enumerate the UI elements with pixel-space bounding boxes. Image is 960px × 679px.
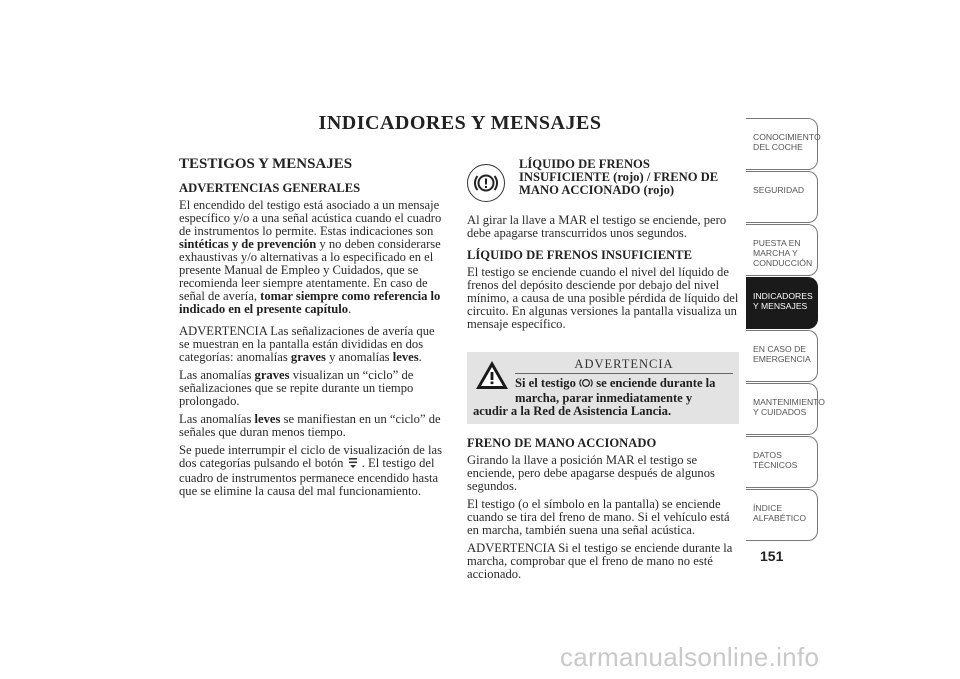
- brake-warning-header: [467, 158, 739, 202]
- text: visualizan un “ciclo” de señalizaciones que se repite durante un tiempo prolongado.: [179, 368, 414, 408]
- text: acudir a la Red de Asistencia Lancia.: [473, 404, 672, 418]
- paragraph-general: [179, 199, 447, 316]
- tab-indicadores[interactable]: INDICADORES Y MENSAJES: [746, 277, 818, 329]
- bold-text: graves: [290, 350, 326, 364]
- subsection-heading: ADVERTENCIAS GENERALES: [179, 181, 361, 195]
- text: ADVERTENCIA Las señalizaciones de avería que se muestran en la pantalla están divididas en dos categorías: anomalías: [179, 324, 435, 364]
- paragraph-liquid: El testigo se enciende cuando el nivel del líquido de frenos del depósito desciende por debajo del nivel mínimo, a causa de una posible pérdida de líquido del circuito. En algunas versiones la pantalla visualiza un mensaje específico.: [467, 265, 739, 331]
- paragraph-categories: [179, 325, 447, 364]
- bold-text: sintéticas y de prevención: [179, 237, 317, 251]
- left-column: [179, 158, 447, 503]
- text: Se puede interrumpir el ciclo de visualización de las dos categorías pulsando el botón: [179, 443, 442, 470]
- menu-button-icon: [347, 457, 359, 472]
- page-title: INDICADORES Y MENSAJES: [318, 112, 602, 134]
- paragraph-handbrake-3: ADVERTENCIA Si el testigo se enciende durante la marcha, comprobar que el freno de mano no esté accionado.: [467, 541, 733, 581]
- tab-seguridad[interactable]: SEGURIDAD: [746, 171, 818, 223]
- text: se manifiestan en un “ciclo” de señales que duran menos tiempo.: [179, 412, 441, 439]
- text: Si el testigo: [515, 376, 576, 390]
- bold-text: leves: [254, 412, 281, 426]
- tab-indice[interactable]: ÍNDICE ALFABÉTICO: [746, 489, 818, 541]
- tab-emergencia[interactable]: EN CASO DE EMERGENCIA: [746, 330, 818, 382]
- bold-text: graves: [254, 368, 290, 382]
- text: y no deben considerarse exhaustivas y/o alternativas a lo especificado en el presente Manual de Empleo y Cuidados, que se recomienda leer siempre atentamente. En caso de señal de avería,: [179, 237, 441, 303]
- text: .: [348, 302, 352, 316]
- tab-puesta-en-marcha[interactable]: PUESTA EN MARCHA Y CONDUCCIÓN: [746, 224, 818, 276]
- paragraph-mar: Al girar la llave a MAR el testigo se enciende, pero debe apagarse transcurridos unos segundos.: [467, 213, 727, 240]
- bold-text: tomar siempre como referencia lo indicado en el presente capítulo: [179, 289, 441, 316]
- watermark: carmanualsonline.info: [560, 642, 820, 672]
- warning-triangle-icon: [475, 360, 509, 390]
- text: El encendido del testigo está asociado a un mensaje específico y/o a una señal acústica cuando el cuadro de instrumentos lo permite. Estas indicaciones son: [179, 198, 442, 238]
- right-column: [467, 158, 739, 586]
- text: y anomalías: [329, 350, 390, 364]
- chapter-sidebar: [746, 118, 825, 543]
- text: . El testigo del cuadro de instrumentos permanece encendido hasta que se elimine la causa del mal funcionamiento.: [179, 456, 439, 498]
- text: .: [418, 350, 422, 364]
- text: Las anomalías: [179, 412, 252, 426]
- brake-small-icon: [579, 377, 593, 392]
- bold-text: leves: [392, 350, 419, 364]
- tab-datos-tecnicos[interactable]: DATOS TÉCNICOS: [746, 436, 818, 488]
- page-number: 151: [760, 548, 784, 564]
- section-heading: TESTIGOS Y MENSAJES: [179, 156, 353, 172]
- paragraph-handbrake-2: El testigo (o el símbolo en la pantalla) se enciende cuando se tira del freno de mano. Si el vehículo está en marcha, también suena una señal acústica.: [467, 497, 730, 537]
- text: Las anomalías: [179, 368, 252, 382]
- paragraph-leves: [179, 413, 447, 439]
- paragraph-button: [179, 444, 447, 498]
- liquid-heading: LÍQUIDO DE FRENOS INSUFICIENTE: [467, 248, 692, 262]
- warning-box: [467, 352, 739, 424]
- brake-warning-heading: LÍQUIDO DE FRENOS INSUFICIENTE (rojo) / FRENO DE MANO ACCIONADO (rojo): [519, 157, 719, 197]
- paragraph-handbrake-1: Girando la llave a posición MAR el testigo se enciende, pero debe apagarse después de algunos segundos.: [467, 453, 715, 493]
- text: se enciende durante la marcha, parar inmediatamente y: [515, 376, 716, 405]
- brake-warning-icon: [467, 164, 505, 202]
- handbrake-heading: FRENO DE MANO ACCIONADO: [467, 436, 657, 450]
- paragraph-graves: [179, 369, 447, 408]
- tab-conocimiento[interactable]: CONOCIMIENTO DEL COCHE: [746, 118, 818, 170]
- warning-text: [473, 377, 733, 418]
- tab-mantenimiento[interactable]: MANTENIMIENTO Y CUIDADOS: [746, 383, 818, 435]
- warning-label: ADVERTENCIA: [515, 358, 733, 374]
